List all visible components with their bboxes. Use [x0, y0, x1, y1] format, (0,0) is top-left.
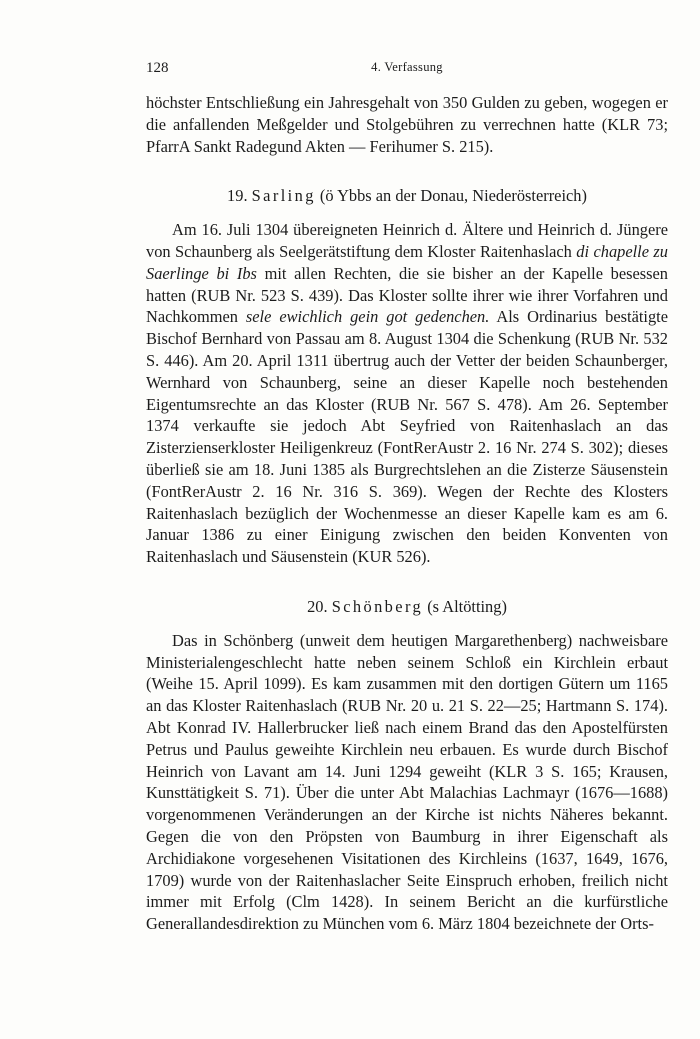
section-subtitle: (ö Ybbs an der Donau, Niederösterreich): [319, 186, 587, 206]
section-19-paragraph: [146, 219, 668, 568]
running-head: [146, 60, 668, 82]
book-page: [146, 60, 668, 935]
text-run: Als Ordinarius bestätigte Bischof Bernhard von Passau am 8. August 1304 die Schenkung (RUB Nr. 532 S. 446). Am 20. April 1311 übertrug auch der Vetter der beiden Schaunberger, Wernhard von Schaunberg, seine an dieser Kapelle noch bestehenden Eigentumsrechte an das Kloster (RUB Nr. 567 S. 478). Am 26. September 1374 verkaufte sie jedoch Abt Seyfried von Raitenhaslach an das Zisterzienserkloster Heiligenkreuz (FontRerAustr 2. 16 Nr. 274 S. 302); dieses überließ sie am 18. Juni 1385 als Burgrechtslehen an die Zisterze Säusenstein (FontRerAustr 2. 16 Nr. 316 S. 369). Wegen der Rechte des Klosters Raitenhaslach bezüglich der Wochenmesse an dieser Kapelle kam es am 6. Januar 1386 zu einer Einigung zwischen den beiden Konventen von Raitenhaslach und Säusenstein (KUR 526).: [146, 307, 668, 567]
section-20-paragraph: Das in Schönberg (unweit dem heutigen Margarethenberg) nachweisbare Ministerialengeschlecht hatte neben seinem Schloß ein Kirchlein erbaut (Weihe 15. April 1099). Es kam zusammen mit den dortigen Gütern um 1165 an das Kloster Raitenhaslach (RUB Nr. 20 u. 21 S. 22—25; Hartmann S. 174). Abt Konrad IV. Hallerbrucker ließ nach einem Brand das den Apostelfürsten Petrus und Paulus geweihte Kirchlein neu erbauen. Es wurde durch Bischof Heinrich von Lavant am 14. Juni 1294 geweiht (KLR 3 S. 165; Krausen, Kunsttätigkeit S. 71). Über die unter Abt Malachias Lachmayr (1676—1688) vorgenommenen Veränderungen an der Kirche ist nichts Näheres bekannt. Gegen die von den Pröpsten von Baumburg in ihrer Eigenschaft als Archidiakone vorgesehenen Visitationen des Kirchleins (1637, 1649, 1676, 1709) wurde von der Raitenhaslacher Seite Einspruch erhoben, freilich nicht immer mit Erfolg (Clm 1428). In seinem Bericht an die kurfürstliche Generallandesdirektion zu München vom 6. März 1804 bezeichnete der Orts-: [146, 630, 668, 934]
quotation: di chapelle zu Saerlinge bi Ibs: [146, 241, 668, 283]
section-subtitle: (s Altötting): [427, 596, 507, 616]
continuation-paragraph: höchster Entschließung ein Jahresgehalt von 350 Gulden zu geben, wogegen er die anfallenden Meßgelder und Stolgebühren zu verrechnen hatte (KLR 73; PfarrA Sankt Radegund Akten — Ferihumer S. 215).: [146, 93, 668, 156]
section-name: Sarling: [251, 186, 316, 206]
page-number: 128: [146, 60, 169, 76]
chapter-title: 4. Verfassung: [371, 60, 443, 74]
text-run: mit allen Rechten, die sie bisher an der Kapelle besessen hatten (RUB Nr. 523 S. 439). Das Kloster sollte ihrer wie ihrer Vorfahren und Nachkommen: [146, 263, 668, 327]
quotation: sele ewichlich gein got gedenchen.: [245, 307, 490, 327]
section-heading-19: [146, 185, 668, 207]
section-name: Schönberg: [331, 596, 424, 616]
section-heading-20: [146, 596, 668, 618]
section-number: 20.: [307, 596, 328, 616]
text-run: Am 16. Juli 1304 übereigneten Heinrich d. Ältere und Heinrich d. Jüngere von Schaunberg als Seelgerätstiftung dem Kloster Raitenhaslach: [146, 220, 668, 261]
section-number: 19.: [227, 186, 248, 206]
